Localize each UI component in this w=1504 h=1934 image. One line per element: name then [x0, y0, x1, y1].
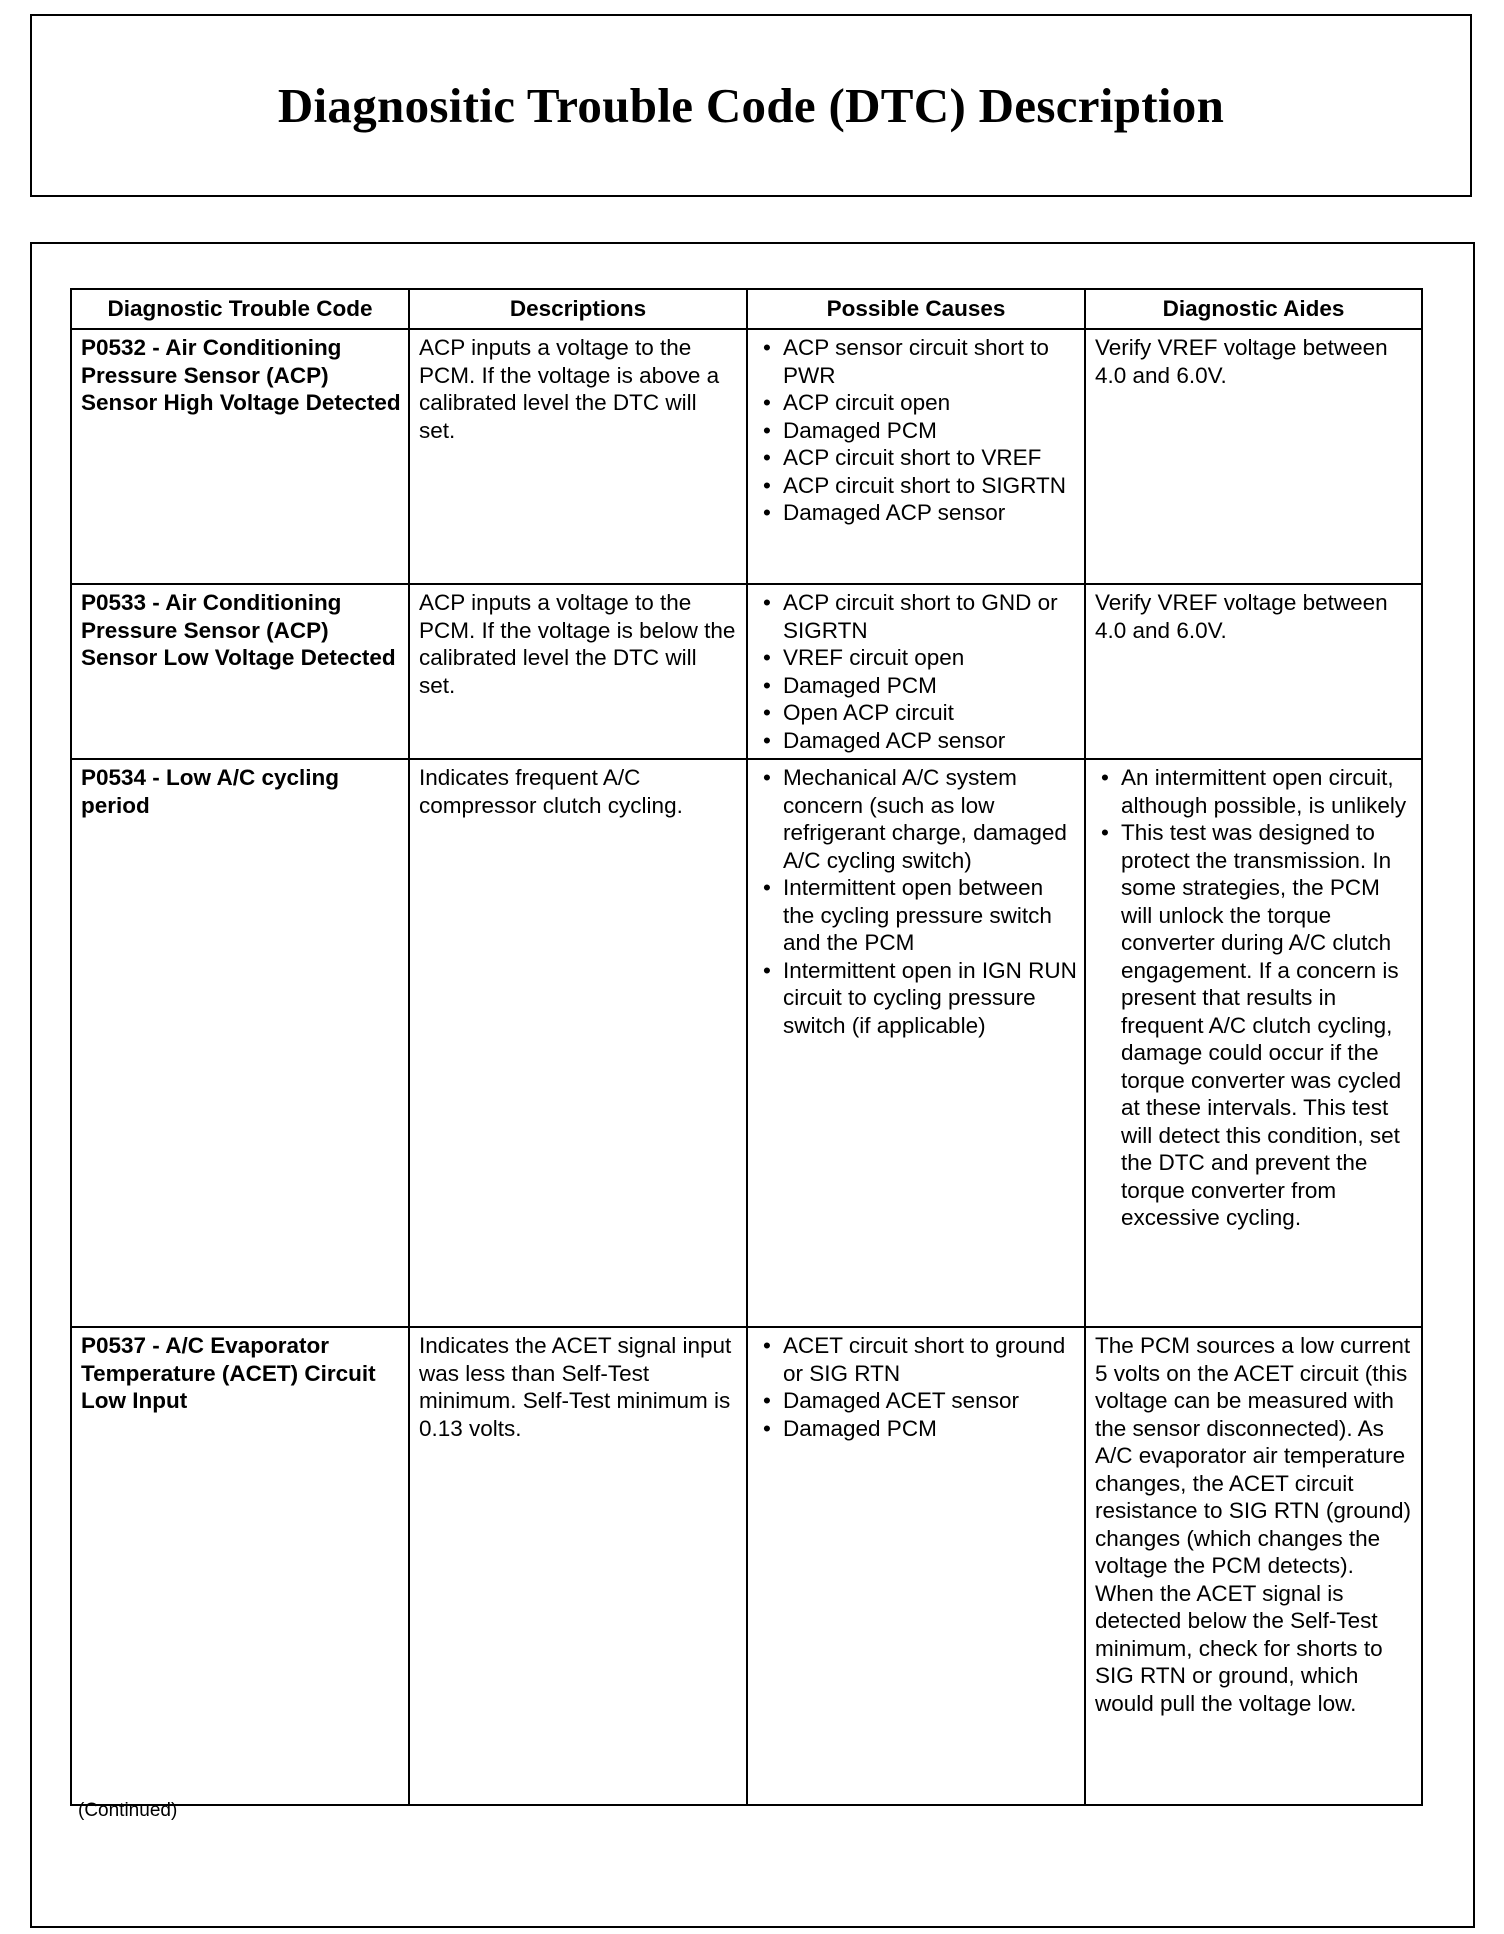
- possible-causes-cell: [747, 1327, 1085, 1805]
- aide-item: • An intermittent open circuit, although possible, is unlikely: [1095, 764, 1414, 819]
- table-row: [71, 759, 1422, 1327]
- cause-item: • Damaged PCM: [757, 417, 1077, 445]
- causes-list: [757, 1332, 1077, 1442]
- continued-note: (Continued): [78, 1800, 178, 1821]
- aides-list: [1095, 764, 1414, 1232]
- aide-text: Verify VREF voltage between 4.0 and 6.0V.: [1095, 335, 1388, 388]
- causes-list: [757, 334, 1077, 527]
- cause-item: • ACP sensor circuit short to PWR: [757, 334, 1077, 389]
- cause-item: • Damaged PCM: [757, 1415, 1077, 1443]
- cause-item: • ACP circuit short to VREF: [757, 444, 1077, 472]
- header-aides: Diagnostic Aides: [1085, 289, 1422, 329]
- table-row: [71, 1327, 1422, 1805]
- causes-list: [757, 589, 1077, 754]
- header-causes: Possible Causes: [747, 289, 1085, 329]
- description-cell: ACP inputs a voltage to the PCM. If the voltage is above a calibrated level the DTC will set.: [409, 329, 747, 584]
- diagnostic-aides-cell: [1085, 759, 1422, 1327]
- possible-causes-cell: [747, 584, 1085, 759]
- cause-item: • ACP circuit short to GND or SIGRTN: [757, 589, 1077, 644]
- dtc-code-cell: P0532 - Air Conditioning Pressure Sensor (ACP) Sensor High Voltage Detected: [71, 329, 409, 584]
- header-code: Diagnostic Trouble Code: [71, 289, 409, 329]
- cause-item: • Damaged ACP sensor: [757, 727, 1077, 755]
- cause-item: • Damaged PCM: [757, 672, 1077, 700]
- cause-item: • VREF circuit open: [757, 644, 1077, 672]
- table-body: [71, 329, 1422, 1805]
- table-header-row: [71, 289, 1422, 329]
- dtc-code-cell: P0533 - Air Conditioning Pressure Sensor (ACP) Sensor Low Voltage Detected: [71, 584, 409, 759]
- dtc-table: [70, 288, 1423, 1806]
- diagnostic-aides-cell: [1085, 329, 1422, 584]
- cause-item: • Open ACP circuit: [757, 699, 1077, 727]
- aide-item: • This test was designed to protect the transmission. In some strategies, the PCM will unlock the torque converter during A/C clutch engagement. If a concern is present that results in frequent A/C clutch cycling, damage could occur if the torque converter was cycled at these intervals. This test will detect this condition, set the DTC and prevent the torque converter from excessive cycling.: [1095, 819, 1414, 1232]
- cause-item: • ACET circuit short to ground or SIG RTN: [757, 1332, 1077, 1387]
- description-cell: Indicates frequent A/C compressor clutch cycling.: [409, 759, 747, 1327]
- description-cell: Indicates the ACET signal input was less than Self-Test minimum. Self-Test minimum is 0.13 volts.: [409, 1327, 747, 1805]
- header-descriptions: Descriptions: [409, 289, 747, 329]
- description-cell: ACP inputs a voltage to the PCM. If the voltage is below the calibrated level the DTC will set.: [409, 584, 747, 759]
- table-row: [71, 584, 1422, 759]
- possible-causes-cell: [747, 329, 1085, 584]
- diagnostic-aides-cell: [1085, 1327, 1422, 1805]
- content-box: [30, 242, 1475, 1928]
- cause-item: • Damaged ACP sensor: [757, 499, 1077, 527]
- cause-item: • Intermittent open in IGN RUN circuit to cycling pressure switch (if applicable): [757, 957, 1077, 1040]
- possible-causes-cell: [747, 759, 1085, 1327]
- cause-item: • Mechanical A/C system concern (such as low refrigerant charge, damaged A/C cycling switch): [757, 764, 1077, 874]
- causes-list: [757, 764, 1077, 1039]
- cause-item: • Intermittent open between the cycling pressure switch and the PCM: [757, 874, 1077, 957]
- cause-item: • Damaged ACET sensor: [757, 1387, 1077, 1415]
- cause-item: • ACP circuit open: [757, 389, 1077, 417]
- title-box: [30, 14, 1472, 197]
- page-title: Diagnositic Trouble Code (DTC) Description: [277, 78, 1225, 133]
- table-row: [71, 329, 1422, 584]
- cause-item: • ACP circuit short to SIGRTN: [757, 472, 1077, 500]
- aide-text: Verify VREF voltage between 4.0 and 6.0V.: [1095, 590, 1388, 643]
- diagnostic-aides-cell: [1085, 584, 1422, 759]
- aide-text: The PCM sources a low current 5 volts on the ACET circuit (this voltage can be measured with the sensor disconnected). As A/C evaporator air temperature changes, the ACET circuit resistance to SIG RTN (ground) changes (which changes the voltage the PCM detects). When the ACET signal is detected below the Self-Test minimum, check for shorts to SIG RTN or ground, which would pull the voltage low.: [1095, 1333, 1411, 1716]
- dtc-code-cell: P0537 - A/C Evaporator Temperature (ACET) Circuit Low Input: [71, 1327, 409, 1805]
- dtc-code-cell: P0534 - Low A/C cycling period: [71, 759, 409, 1327]
